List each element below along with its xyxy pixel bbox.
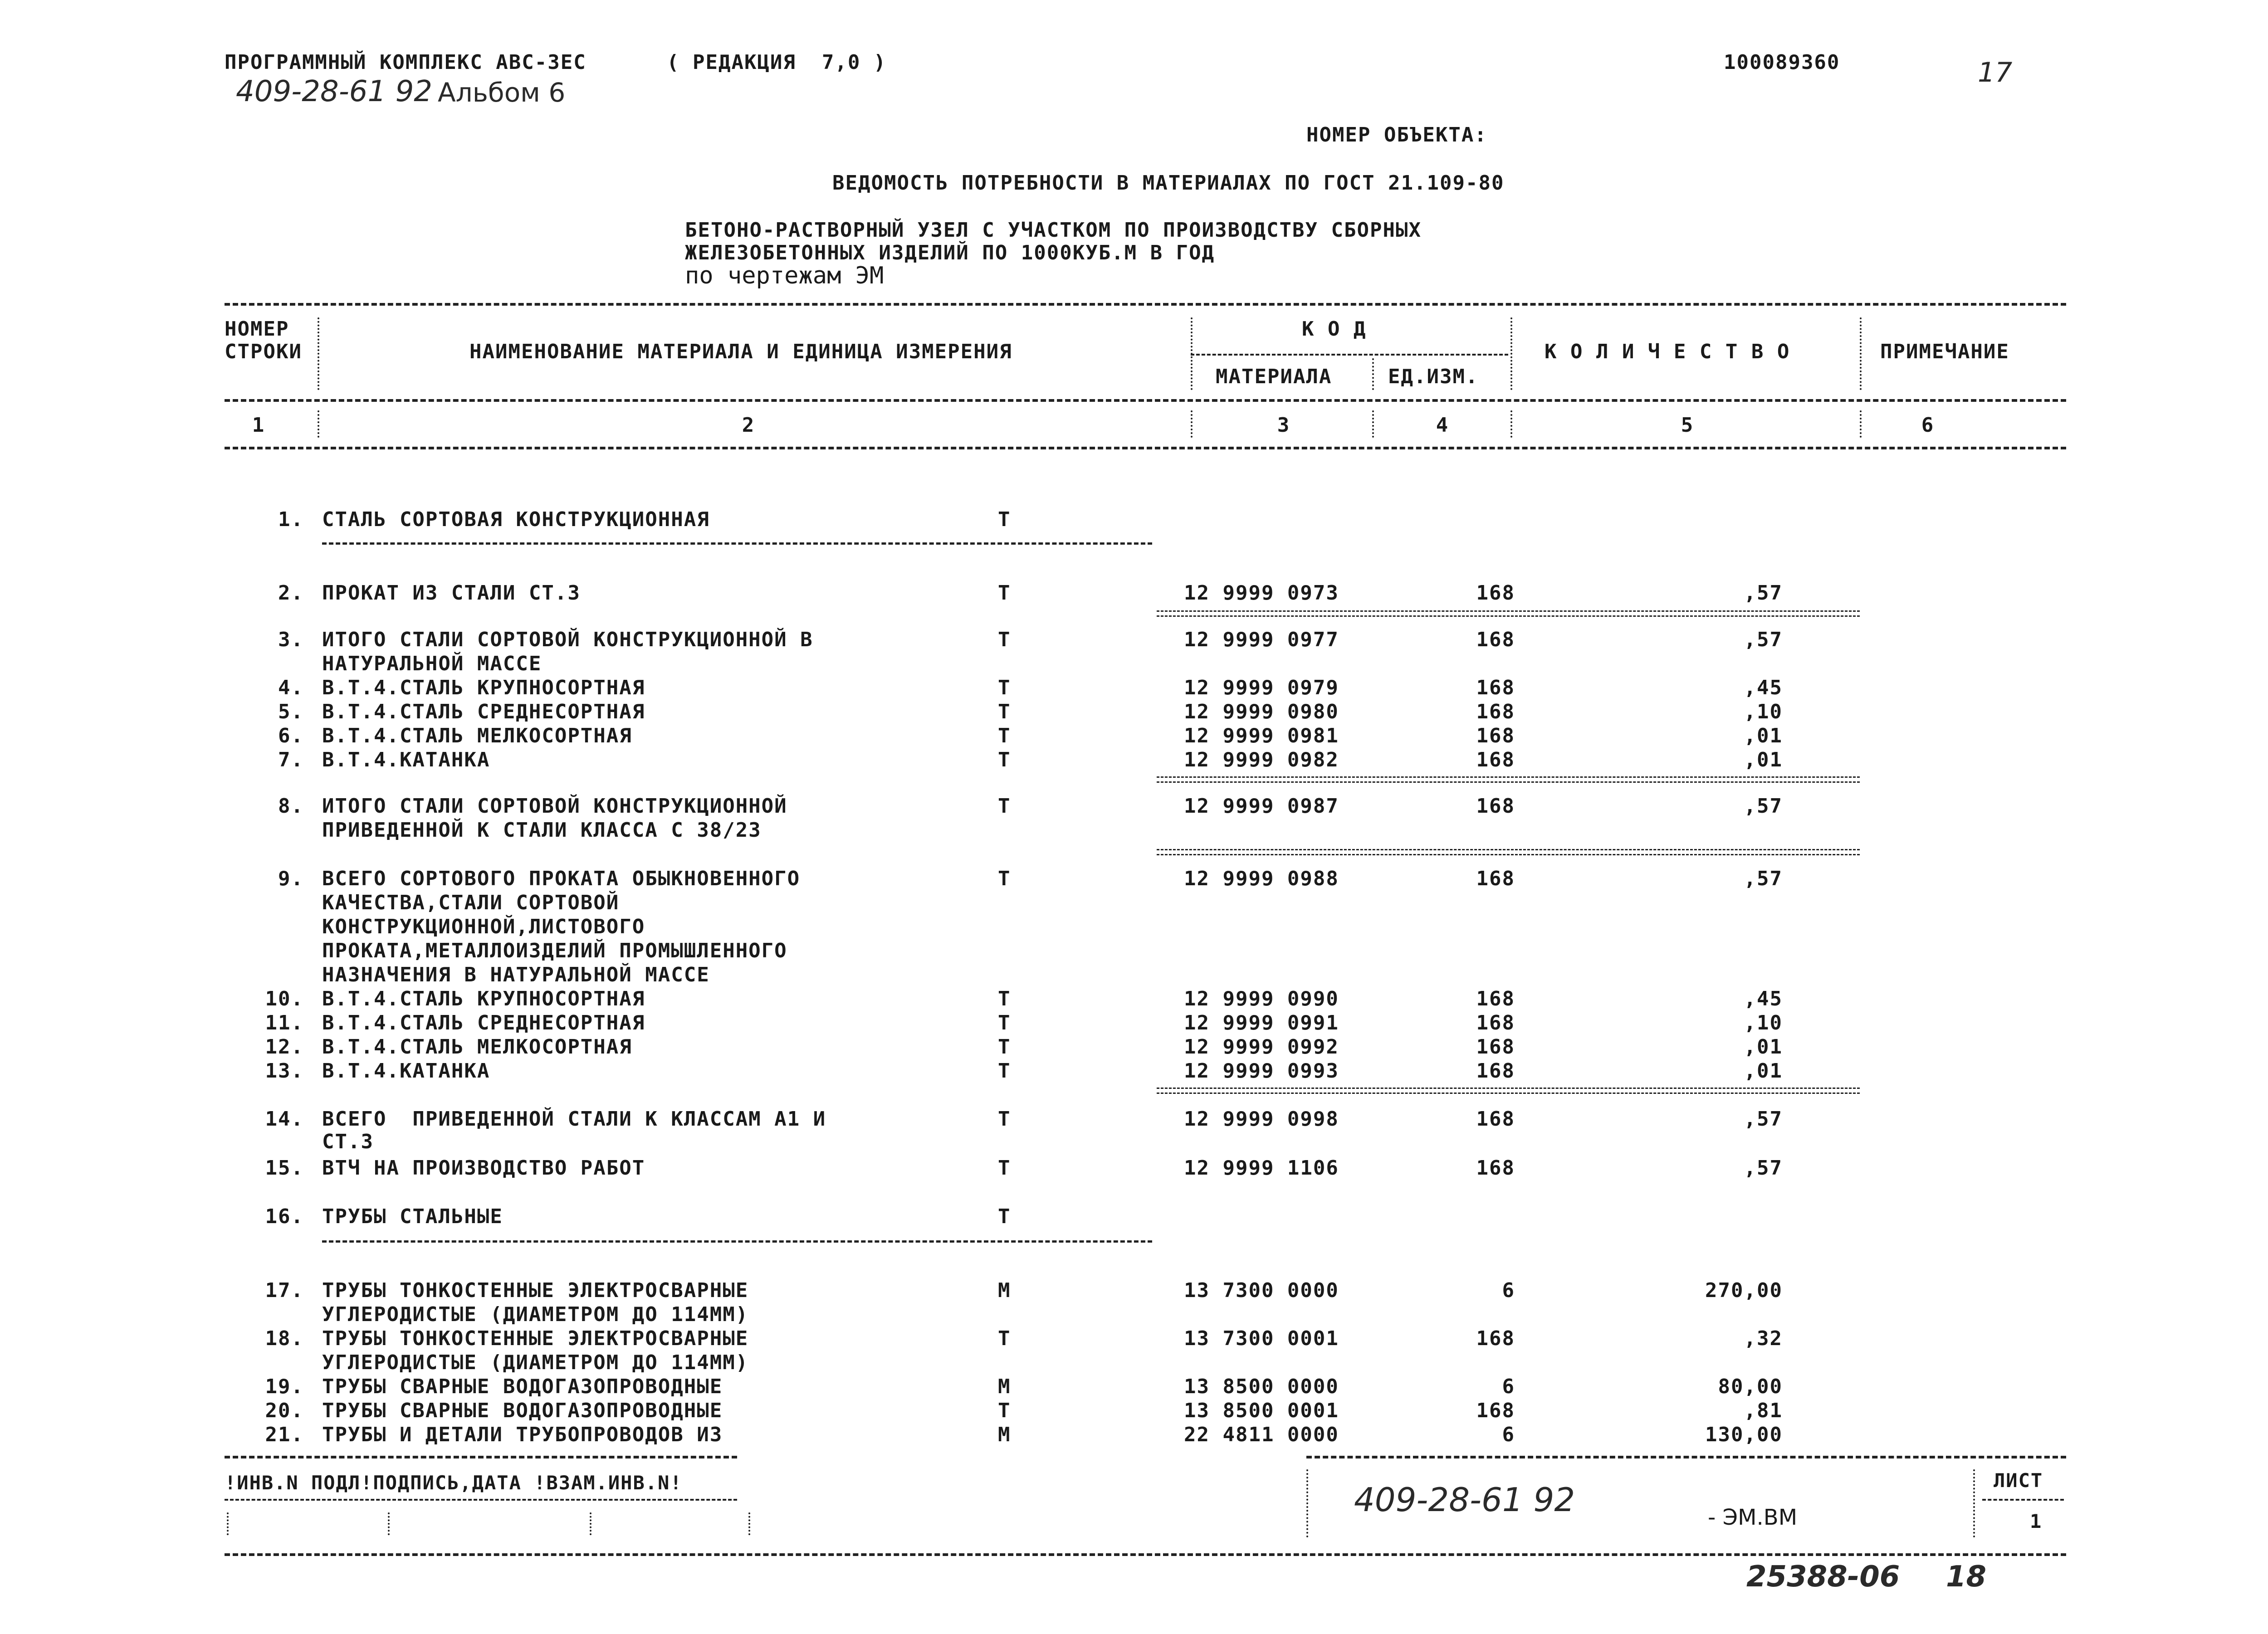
stamp-mid-rule	[225, 1499, 737, 1501]
table-row	[0, 748, 2268, 774]
material-code: 12 9999 0981	[1184, 724, 1339, 747]
material-name-continued: НАТУРАЛЬНОЙ МАССЕ	[322, 652, 542, 675]
material-name: В.Т.4.СТАЛЬ МЕЛКОСОРТНАЯ	[322, 1035, 632, 1058]
material-code: 12 9999 0998	[1184, 1107, 1339, 1131]
unit: Т	[998, 1107, 1011, 1131]
material-code: 12 9999 0977	[1184, 628, 1339, 651]
header-top-rule	[225, 303, 2066, 306]
table-row	[0, 581, 2268, 607]
material-code: 12 9999 0990	[1184, 987, 1339, 1010]
material-name: ИТОГО СТАЛИ СОРТОВОЙ КОНСТРУКЦИОННОЙ В	[322, 628, 813, 651]
album-label: Альбом 6	[438, 77, 566, 108]
object-number-label: НОМЕР ОБЪЕКТА:	[1306, 123, 1487, 146]
col-header-code-material: МАТЕРИАЛА	[1216, 365, 1332, 388]
material-code: 22 4811 0000	[1184, 1423, 1339, 1446]
col-header-rownum-1: НОМЕР	[225, 317, 289, 341]
uom-code: 168	[1476, 1011, 1515, 1034]
table-row	[0, 508, 2268, 533]
table-row	[0, 724, 2268, 750]
table-row	[0, 1156, 2268, 1182]
unit: Т	[998, 508, 1011, 531]
unit: Т	[998, 867, 1011, 890]
material-code: 13 8500 0000	[1184, 1375, 1339, 1398]
header-divider	[1191, 317, 1193, 390]
material-name: СТАЛЬ СОРТОВАЯ КОНСТРУКЦИОННАЯ	[322, 508, 710, 531]
quantity: ,01	[1744, 724, 1783, 747]
row-number: 15.	[265, 1156, 304, 1180]
header-divider	[1860, 317, 1862, 390]
material-name-continued: НАЗНАЧЕНИЯ В НАТУРАЛЬНОЙ МАССЕ	[322, 963, 710, 986]
table-row	[0, 1423, 2268, 1449]
material-name-continued: СТ.3	[322, 1130, 374, 1153]
material-code: 12 9999 0993	[1184, 1059, 1339, 1083]
quantity: ,45	[1744, 676, 1783, 699]
material-code: 13 7300 0000	[1184, 1279, 1339, 1302]
unit: Т	[998, 795, 1011, 818]
material-name: В.Т.4.КАТАНКА	[322, 748, 490, 771]
group-underline	[322, 1240, 1152, 1243]
program-name: ПРОГРАММНЫЙ КОМПЛЕКС АВС-3ЕС	[225, 51, 587, 74]
unit: Т	[998, 676, 1011, 699]
material-code: 12 9999 0991	[1184, 1011, 1339, 1034]
row-number: 17.	[265, 1279, 304, 1302]
table-row	[0, 867, 2268, 893]
row-number: 11.	[265, 1011, 304, 1034]
col-header-code: К О Д	[1302, 317, 1367, 341]
table-row	[0, 795, 2268, 820]
col-number: 5	[1681, 414, 1694, 437]
unit: Т	[998, 1011, 1011, 1034]
row-number: 9.	[278, 867, 304, 890]
col-header-name: НАИМЕНОВАНИЕ МАТЕРИАЛА И ЕДИНИЦА ИЗМЕРЕНИЯ	[469, 340, 1012, 363]
col-number: 4	[1436, 414, 1449, 437]
uom-code: 6	[1502, 1375, 1515, 1398]
table-row	[0, 676, 2268, 702]
quantity: 80,00	[1718, 1375, 1783, 1398]
quantity: ,57	[1744, 795, 1783, 818]
unit: Т	[998, 1156, 1011, 1180]
material-name-continued: ПРИВЕДЕННОЙ К СТАЛИ КЛАССА С 38/23	[322, 819, 762, 842]
table-row	[0, 1399, 2268, 1424]
uom-code: 168	[1476, 1035, 1515, 1058]
unit: Т	[998, 1327, 1011, 1350]
row-number: 5.	[278, 700, 304, 723]
quantity: ,57	[1744, 581, 1783, 605]
table-row	[0, 1327, 2268, 1352]
header-divider	[318, 317, 319, 390]
quantity: ,57	[1744, 867, 1783, 890]
quantity: ,10	[1744, 700, 1783, 723]
table-row	[0, 1375, 2268, 1400]
header-divider	[1510, 410, 1512, 438]
edition: ( РЕДАКЦИЯ 7,0 )	[667, 51, 887, 74]
header-divider	[1191, 410, 1193, 438]
table-row	[0, 700, 2268, 726]
subtitle-line-3: по чертежам ЭМ	[685, 262, 884, 289]
quantity: ,01	[1744, 1059, 1783, 1083]
table-row	[0, 1059, 2268, 1085]
stamp-divider	[748, 1512, 750, 1535]
material-name: В.Т.4.СТАЛЬ МЕЛКОСОРТНАЯ	[322, 724, 632, 747]
unit: Т	[998, 628, 1011, 651]
material-name: ТРУБЫ И ДЕТАЛИ ТРУБОПРОВОДОВ ИЗ	[322, 1423, 723, 1446]
code-subheader-rule	[1191, 354, 1508, 356]
uom-code: 168	[1476, 628, 1515, 651]
page-number-handwritten: 17	[1978, 57, 2013, 88]
header-divider	[1372, 358, 1374, 390]
row-number: 20.	[265, 1399, 304, 1422]
quantity: ,32	[1744, 1327, 1783, 1350]
stamp-divider	[388, 1512, 390, 1535]
col-number: 6	[1921, 414, 1935, 437]
material-name: ВСЕГО СОРТОВОГО ПРОКАТА ОБЫКНОВЕННОГО	[322, 867, 801, 890]
material-code: 12 9999 0980	[1184, 700, 1339, 723]
row-number: 16.	[265, 1205, 304, 1228]
material-name-continued: КОНСТРУКЦИОННОЙ,ЛИСТОВОГО	[322, 915, 645, 938]
unit: М	[998, 1423, 1011, 1446]
unit: М	[998, 1279, 1011, 1302]
row-number: 21.	[265, 1423, 304, 1446]
sheet-number: 1	[2030, 1510, 2043, 1532]
uom-code: 168	[1476, 795, 1515, 818]
stamp-labels: !ИНВ.N ПОДЛ!ПОДПИСЬ,ДАТА !ВЗАМ.ИНВ.N!	[225, 1472, 683, 1494]
uom-code: 168	[1476, 1107, 1515, 1131]
uom-code: 168	[1476, 987, 1515, 1010]
uom-code: 168	[1476, 676, 1515, 699]
uom-code: 168	[1476, 724, 1515, 747]
quantity: ,57	[1744, 1156, 1783, 1180]
row-number: 3.	[278, 628, 304, 651]
uom-code: 168	[1476, 1327, 1515, 1350]
uom-code: 168	[1476, 1399, 1515, 1422]
uom-code: 168	[1476, 1059, 1515, 1083]
row-number: 7.	[278, 748, 304, 771]
uom-code: 168	[1476, 700, 1515, 723]
material-name: ВСЕГО ПРИВЕДЕННОЙ СТАЛИ К КЛАССАМ А1 И	[322, 1107, 826, 1131]
row-number: 1.	[278, 508, 304, 531]
unit: Т	[998, 987, 1011, 1010]
quantity: ,81	[1744, 1399, 1783, 1422]
material-code: 12 9999 0973	[1184, 581, 1339, 605]
material-code: 12 9999 0979	[1184, 676, 1339, 699]
document-title: ВЕДОМОСТЬ ПОТРЕБНОСТИ В МАТЕРИАЛАХ ПО ГОСТ 21.109-80	[832, 171, 1505, 195]
subtitle-line-1: БЕТОНО-РАСТВОРНЫЙ УЗЕЛ С УЧАСТКОМ ПО ПРОИЗВОДСТВУ СБОРНЫХ	[685, 219, 1422, 242]
uom-code: 168	[1476, 581, 1515, 605]
row-number: 19.	[265, 1375, 304, 1398]
table-row	[0, 1011, 2268, 1037]
table-row	[0, 628, 2268, 654]
row-number: 10.	[265, 987, 304, 1010]
material-name: ТРУБЫ СТАЛЬНЫЕ	[322, 1205, 503, 1228]
material-code: 12 9999 1106	[1184, 1156, 1339, 1180]
title-block-doc-suffix: - ЭМ.ВМ	[1708, 1505, 1798, 1530]
row-number: 4.	[278, 676, 304, 699]
bottom-page-number: 18	[1946, 1560, 1987, 1594]
unit: Т	[998, 1205, 1011, 1228]
material-name-continued: УГЛЕРОДИСТЫЕ (ДИАМЕТРОМ ДО 114ММ)	[322, 1303, 749, 1326]
material-code: 12 9999 0988	[1184, 867, 1339, 890]
total-separator	[1157, 849, 1860, 855]
total-separator	[1157, 610, 1860, 617]
stamp-divider	[227, 1512, 229, 1535]
header-divider	[1860, 410, 1862, 438]
title-block-top-rule	[1306, 1456, 2066, 1458]
sheet-rule	[1982, 1499, 2064, 1501]
sheet-label: ЛИСТ	[1994, 1469, 2043, 1492]
header-mid-rule	[225, 399, 2066, 402]
material-name: В.Т.4.СТАЛЬ СРЕДНЕСОРТНАЯ	[322, 1011, 645, 1034]
material-name: ТРУБЫ ТОНКОСТЕННЫЕ ЭЛЕКТРОСВАРНЫЕ	[322, 1279, 749, 1302]
table-row	[0, 1035, 2268, 1061]
row-number: 6.	[278, 724, 304, 747]
title-block-doc-code: 409-28-61 92	[1354, 1481, 1575, 1519]
table-row	[0, 1107, 2268, 1133]
uom-code: 168	[1476, 867, 1515, 890]
quantity: ,01	[1744, 748, 1783, 771]
material-name: ТРУБЫ СВАРНЫЕ ВОДОГАЗОПРОВОДНЫЕ	[322, 1399, 723, 1422]
quantity: ,57	[1744, 628, 1783, 651]
material-name: В.Т.4.СТАЛЬ КРУПНОСОРТНАЯ	[322, 987, 645, 1010]
uom-code: 168	[1476, 748, 1515, 771]
table-row	[0, 987, 2268, 1013]
unit: Т	[998, 700, 1011, 723]
unit: Т	[998, 748, 1011, 771]
sheet-divider	[1973, 1469, 1975, 1537]
unit: Т	[998, 1059, 1011, 1083]
row-number: 2.	[278, 581, 304, 605]
col-number: 1	[252, 414, 265, 437]
quantity: ,57	[1744, 1107, 1783, 1131]
row-number: 12.	[265, 1035, 304, 1058]
bottom-code: 25388-06	[1746, 1560, 1900, 1594]
quantity: 270,00	[1705, 1279, 1783, 1302]
top-number: 100089360	[1724, 51, 1840, 74]
row-number: 13.	[265, 1059, 304, 1083]
row-number: 8.	[278, 795, 304, 818]
subtitle-line-2: ЖЕЛЕЗОБЕТОННЫХ ИЗДЕЛИЙ ПО 1000КУБ.М В ГОД	[685, 241, 1215, 264]
footer-bottom-rule	[225, 1553, 2066, 1556]
header-bottom-rule	[225, 447, 2066, 449]
quantity: 130,00	[1705, 1423, 1783, 1446]
row-number: 14.	[265, 1107, 304, 1131]
material-name-continued: УГЛЕРОДИСТЫЕ (ДИАМЕТРОМ ДО 114ММ)	[322, 1351, 749, 1374]
material-code: 12 9999 0992	[1184, 1035, 1339, 1058]
unit: М	[998, 1375, 1011, 1398]
stamp-divider	[590, 1512, 591, 1535]
col-header-rownum-2: СТРОКИ	[225, 340, 302, 363]
row-number: 18.	[265, 1327, 304, 1350]
material-code: 12 9999 0987	[1184, 795, 1339, 818]
material-name-continued: КАЧЕСТВА,СТАЛИ СОРТОВОЙ	[322, 891, 620, 914]
material-name: В.Т.4.СТАЛЬ КРУПНОСОРТНАЯ	[322, 676, 645, 699]
material-code: 12 9999 0982	[1184, 748, 1339, 771]
unit: Т	[998, 724, 1011, 747]
quantity: ,01	[1744, 1035, 1783, 1058]
quantity: ,45	[1744, 987, 1783, 1010]
material-name: В.Т.4.КАТАНКА	[322, 1059, 490, 1083]
stamp-top-rule	[225, 1456, 737, 1458]
header-divider	[1510, 317, 1512, 390]
total-separator	[1157, 1088, 1860, 1094]
unit: Т	[998, 1399, 1011, 1422]
material-code: 13 7300 0001	[1184, 1327, 1339, 1350]
header-divider	[1372, 410, 1374, 438]
material-code: 13 8500 0001	[1184, 1399, 1339, 1422]
material-name: В.Т.4.СТАЛЬ СРЕДНЕСОРТНАЯ	[322, 700, 645, 723]
material-name: ПРОКАТ ИЗ СТАЛИ СТ.3	[322, 581, 581, 605]
header-divider	[318, 410, 319, 438]
col-header-quantity: К О Л И Ч Е С Т В О	[1545, 340, 1790, 363]
col-header-code-uom: ЕД.ИЗМ.	[1388, 365, 1479, 388]
doc-code-handwritten: 409-28-61 92	[236, 75, 432, 108]
material-name-continued: ПРОКАТА,МЕТАЛЛОИЗДЕЛИЙ ПРОМЫШЛЕННОГО	[322, 939, 787, 962]
col-number: 3	[1277, 414, 1290, 437]
title-block-divider	[1306, 1469, 1308, 1537]
material-name: ВТЧ НА ПРОИЗВОДСТВО РАБОТ	[322, 1156, 645, 1180]
table-row	[0, 1205, 2268, 1230]
uom-code: 6	[1502, 1423, 1515, 1446]
group-underline	[322, 542, 1152, 545]
material-name: ИТОГО СТАЛИ СОРТОВОЙ КОНСТРУКЦИОННОЙ	[322, 795, 787, 818]
material-name: ТРУБЫ ТОНКОСТЕННЫЕ ЭЛЕКТРОСВАРНЫЕ	[322, 1327, 749, 1350]
total-separator	[1157, 776, 1860, 783]
table-row	[0, 1279, 2268, 1304]
col-header-note: ПРИМЕЧАНИЕ	[1880, 340, 2009, 363]
material-name: ТРУБЫ СВАРНЫЕ ВОДОГАЗОПРОВОДНЫЕ	[322, 1375, 723, 1398]
uom-code: 168	[1476, 1156, 1515, 1180]
quantity: ,10	[1744, 1011, 1783, 1034]
unit: Т	[998, 581, 1011, 605]
unit: Т	[998, 1035, 1011, 1058]
col-number: 2	[742, 414, 755, 437]
uom-code: 6	[1502, 1279, 1515, 1302]
